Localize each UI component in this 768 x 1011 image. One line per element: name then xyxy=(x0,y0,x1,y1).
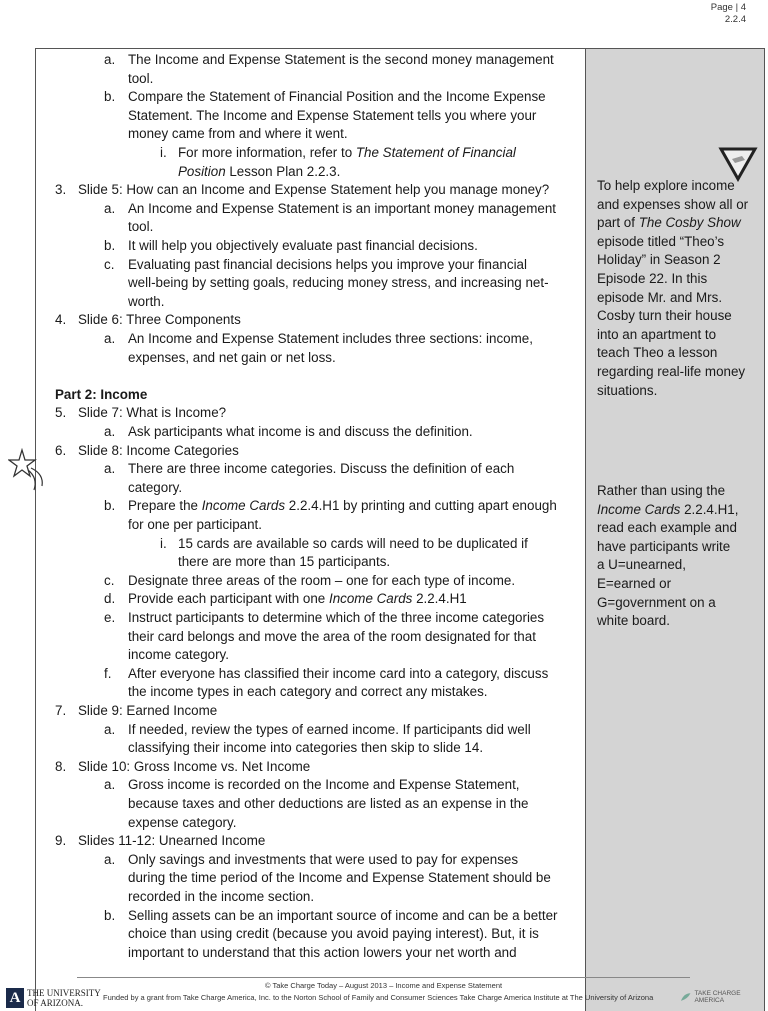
text-run: episode Mr. and Mrs. xyxy=(597,289,723,305)
text-run: income category. xyxy=(128,647,229,663)
text-run: Compare the Statement of Financial Position and the Income Expense xyxy=(128,89,546,105)
list-item-line xyxy=(128,925,539,943)
text-run: Income Cards xyxy=(201,498,286,514)
list-marker: a. xyxy=(104,777,116,793)
list-marker: f. xyxy=(104,665,112,681)
text-run: Statement. The Income and Expense Statement tells you where your xyxy=(128,107,537,123)
list-item-line xyxy=(128,125,348,143)
list-item-line xyxy=(178,144,516,162)
list-item-line xyxy=(78,442,239,460)
side-note-line xyxy=(597,177,735,195)
text-run: have participants write xyxy=(597,538,731,554)
list-item-line xyxy=(178,163,340,181)
text-run: worth. xyxy=(128,293,165,309)
list-marker: a. xyxy=(104,424,116,439)
footer-divider xyxy=(77,977,690,978)
text-run: Episode 22. In this xyxy=(597,271,708,286)
text-run: Prepare the xyxy=(128,498,202,514)
text-run: Cosby turn their house xyxy=(597,308,732,324)
side-note-line xyxy=(597,233,724,251)
side-note-line xyxy=(597,289,722,307)
side-note-line xyxy=(597,363,745,381)
text-run: Gross income is recorded on the Income and Expense Statement, xyxy=(128,777,520,793)
side-note-line xyxy=(597,575,671,593)
list-marker: b. xyxy=(104,907,116,923)
list-item-line xyxy=(178,553,390,571)
side-note-line xyxy=(597,307,732,325)
list-item-line xyxy=(128,256,527,274)
list-item-line xyxy=(78,181,549,199)
text-run: Ask participants what income is and discuss the definition. xyxy=(128,424,473,439)
list-item-line xyxy=(128,423,473,441)
text-run: 2.2.4.H1 by printing and cutting apart enough xyxy=(285,498,557,514)
list-item-line xyxy=(128,944,517,962)
list-item-line xyxy=(128,851,518,869)
text-run: To help explore income xyxy=(597,178,735,193)
text-run: Part 2: Income xyxy=(55,386,148,402)
text-run: tool. xyxy=(128,219,154,235)
list-item-line xyxy=(128,739,483,757)
text-run: There are three income categories. Discuss the definition of each xyxy=(128,461,515,477)
list-marker: 3. xyxy=(55,182,67,198)
list-item-line xyxy=(78,832,265,850)
text-run: Income Cards xyxy=(597,501,681,517)
text-run: expense category. xyxy=(128,814,237,830)
footer-copyright: © Take Charge Today – August 2013 – Income and Expense Statement xyxy=(265,981,503,990)
list-marker: a. xyxy=(104,52,116,67)
text-run: Slides 11-12: Unearned Income xyxy=(78,833,266,849)
side-note-line xyxy=(597,519,737,537)
text-run: recorded in the income section. xyxy=(128,889,315,904)
lesson-code: 2.2.4 xyxy=(724,14,746,25)
list-item-line xyxy=(128,497,557,515)
list-item-line xyxy=(128,479,182,497)
list-item-line xyxy=(178,535,528,553)
list-item-line xyxy=(128,628,536,646)
side-note-line xyxy=(597,196,748,214)
list-item-line xyxy=(128,814,236,832)
side-note-line xyxy=(597,251,721,269)
list-item-line xyxy=(128,200,556,218)
side-note-line xyxy=(597,594,716,612)
list-item-line xyxy=(128,888,314,906)
text-run: expenses, and net gain or net loss. xyxy=(128,349,336,365)
text-run: Instruct participants to determine which of the three income categories xyxy=(128,610,545,625)
text-run: The Statement of Financial xyxy=(355,145,516,160)
list-marker: b. xyxy=(104,238,116,253)
text-run: 2.2.4.H1 xyxy=(412,591,467,607)
list-item-line xyxy=(128,721,531,739)
text-run: Holiday” in Season 2 xyxy=(597,252,721,268)
text-run: An Income and Expense Statement includes three sections: income, xyxy=(128,331,533,346)
text-run: during the time period of the Income and Expense Statement should be xyxy=(128,870,551,886)
text-run: Designate three areas of the room – one for each type of income. xyxy=(128,572,516,588)
list-marker: i. xyxy=(160,535,167,551)
text-run: money came from and where it went. xyxy=(128,126,348,142)
list-marker: e. xyxy=(104,610,116,625)
list-item-line xyxy=(128,70,153,88)
side-note-line xyxy=(597,482,725,500)
text-run: Provide each participant with one xyxy=(128,591,329,607)
ua-mark-icon: A xyxy=(6,988,24,1008)
university-of-arizona-logo xyxy=(6,988,101,1008)
text-run: regarding real-life money xyxy=(597,364,746,379)
text-run: Evaluating past financial decisions helps you improve your financial xyxy=(128,256,527,272)
text-run: choice than using credit (because you avoid paying interest). But, it is xyxy=(128,926,539,942)
tca-leaf-icon xyxy=(680,992,691,1002)
list-item-line xyxy=(128,590,467,608)
list-item-line xyxy=(128,683,488,701)
text-run: 15 cards are available so cards will need to be duplicated if xyxy=(178,535,528,551)
list-marker: 7. xyxy=(55,703,67,718)
list-marker: i. xyxy=(160,145,167,160)
list-item-line xyxy=(78,404,226,422)
list-item-line xyxy=(128,274,549,292)
list-marker: b. xyxy=(104,498,116,514)
list-marker: a. xyxy=(104,461,116,477)
side-note-line xyxy=(597,326,716,344)
list-marker: c. xyxy=(104,572,115,588)
side-note-line xyxy=(597,382,657,400)
text-run: The Income and Expense Statement is the second money management xyxy=(128,52,554,67)
text-run: situations. xyxy=(597,382,658,398)
text-run: 2.2.4.H1, xyxy=(680,501,739,517)
list-item-line xyxy=(128,349,336,367)
text-run: read each example and xyxy=(597,520,737,536)
list-item-line xyxy=(128,293,164,311)
ua-line2: OF ARIZONA. xyxy=(27,998,84,1008)
list-item-line xyxy=(128,51,554,69)
text-run: the income types in each category and correct any mistakes. xyxy=(128,684,488,700)
list-item-line xyxy=(128,795,529,813)
list-item-line xyxy=(128,907,558,925)
video-icon xyxy=(718,146,758,182)
side-note-line xyxy=(597,612,670,630)
side-note-line xyxy=(597,214,741,232)
text-run: It will help you objectively evaluate past financial decisions. xyxy=(128,238,478,253)
list-marker: a. xyxy=(104,721,116,737)
list-item-line xyxy=(78,758,310,776)
text-run: The Cosby Show xyxy=(638,215,741,231)
list-marker: 4. xyxy=(55,312,67,328)
list-item-line xyxy=(128,330,533,348)
footer-funding: Funded by a grant from Take Charge America, Inc. to the Norton School of Family and Consumer Sciences Take Charge America Institute at The University of Arizona xyxy=(103,993,654,1002)
text-run: Income Cards xyxy=(328,591,413,607)
text-run: Position xyxy=(178,163,226,179)
text-run: Slide 8: Income Categories xyxy=(78,442,239,458)
text-run: Slide 6: Three Components xyxy=(78,312,241,328)
list-item-line xyxy=(128,776,520,794)
text-run: important to understand that this action lowers your net worth and xyxy=(128,944,517,960)
list-item-line xyxy=(128,237,478,255)
list-item-line xyxy=(128,107,536,125)
list-marker: c. xyxy=(104,256,115,272)
text-run: for one per participant. xyxy=(128,517,262,532)
text-run: G=government on a xyxy=(597,594,716,610)
text-run: Slide 9: Earned Income xyxy=(78,703,218,718)
list-item-line xyxy=(78,311,241,329)
list-item-line xyxy=(128,218,153,236)
text-run: Only savings and investments that were used to pay for expenses xyxy=(128,851,519,867)
list-item-line xyxy=(78,702,217,720)
take-charge-america-logo xyxy=(680,990,768,1004)
list-marker: d. xyxy=(104,591,116,607)
list-item-line xyxy=(128,460,514,478)
side-note-line xyxy=(597,270,707,288)
list-marker: 9. xyxy=(55,833,67,849)
list-item-line xyxy=(128,516,262,534)
list-item-line xyxy=(128,869,551,887)
text-run: white board. xyxy=(597,613,670,629)
list-item-line xyxy=(128,665,548,683)
text-run: a U=unearned, xyxy=(597,557,686,573)
text-run: Slide 10: Gross Income vs. Net Income xyxy=(78,758,311,774)
list-item-line xyxy=(128,88,546,106)
text-run: Lesson Plan 2.2.3. xyxy=(225,163,341,179)
list-item-line xyxy=(128,572,515,590)
text-run: category. xyxy=(128,479,183,495)
side-note-line xyxy=(597,538,730,556)
list-marker: a. xyxy=(104,331,116,346)
text-run: and expenses show all or xyxy=(597,196,749,212)
text-run: Slide 5: How can an Income and Expense Statement help you manage money? xyxy=(78,182,550,198)
side-note-line xyxy=(597,344,717,362)
text-run: into an apartment to xyxy=(597,326,717,342)
text-run: Selling assets can be an important source of income and can be a better xyxy=(128,907,558,923)
text-run: part of xyxy=(597,215,639,231)
text-run: classifying their income into categories then skip to slide 14. xyxy=(128,740,484,756)
text-run: Rather than using the xyxy=(597,483,726,498)
list-marker: a. xyxy=(104,200,116,216)
text-run: because taxes and other deductions are listed as an expense in the xyxy=(128,796,529,811)
text-run: An Income and Expense Statement is an important money management xyxy=(128,200,556,216)
tca-text: TAKE CHARGE AMERICA xyxy=(694,990,741,1004)
list-marker: 6. xyxy=(55,442,67,458)
text-run: episode titled “Theo’s xyxy=(597,233,725,249)
text-run: their card belongs and move the area of the room designated for that xyxy=(128,628,536,644)
side-note-line xyxy=(597,501,738,519)
list-item-line xyxy=(128,646,229,664)
list-item-line xyxy=(128,609,544,627)
page-number: Page | 4 xyxy=(710,2,746,13)
text-run: there are more than 15 participants. xyxy=(178,554,391,570)
list-marker: 8. xyxy=(55,758,67,774)
text-run: Slide 7: What is Income? xyxy=(78,405,227,421)
list-marker: b. xyxy=(104,89,116,105)
text-run: E=earned or xyxy=(597,576,672,591)
text-run: tool. xyxy=(128,70,154,86)
side-note-line xyxy=(597,556,686,574)
ua-line1: THE UNIVERSITY xyxy=(27,988,101,998)
text-run: well-being by setting goals, reducing money stress, and increasing net- xyxy=(128,275,549,291)
star-icon xyxy=(8,448,48,492)
list-marker: 5. xyxy=(55,405,67,421)
text-run: For more information, refer to xyxy=(178,145,356,160)
text-run: If needed, review the types of earned income. If participants did well xyxy=(128,721,531,737)
section-heading xyxy=(55,386,147,404)
list-marker: a. xyxy=(104,851,116,867)
text-run: teach Theo a lesson xyxy=(597,345,718,361)
text-run: After everyone has classified their income card into a category, discuss xyxy=(128,665,549,681)
